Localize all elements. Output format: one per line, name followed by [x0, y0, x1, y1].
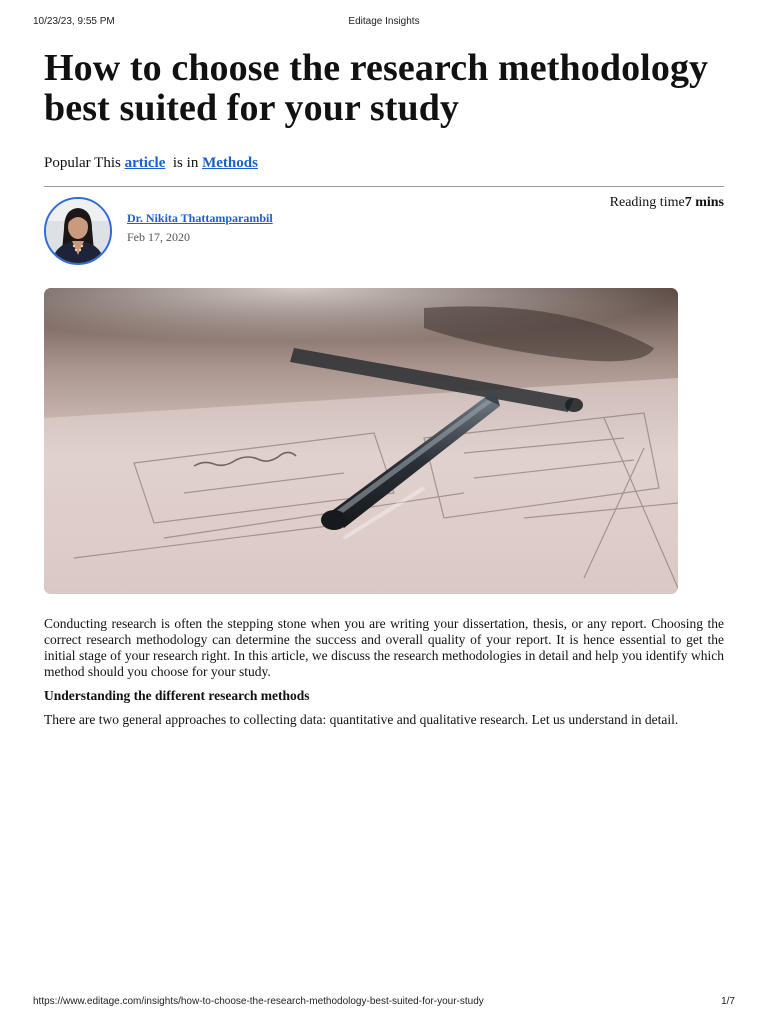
popular-label: Popular [44, 155, 91, 171]
is-in-label: is in [172, 155, 199, 171]
print-site-title: Editage Insights [348, 16, 420, 27]
publish-date: Feb 17, 2020 [127, 230, 190, 244]
article [44, 48, 724, 736]
category-link-methods[interactable]: Methods [202, 155, 258, 171]
print-page-number: 1/7 [721, 996, 735, 1007]
author-avatar[interactable] [44, 197, 112, 265]
section-heading: Understanding the different research methods [44, 688, 310, 703]
reading-time [610, 195, 724, 211]
article-body [44, 616, 724, 728]
author-avatar-photo [46, 199, 110, 263]
article-link[interactable]: article [124, 155, 166, 171]
reading-time-label: Reading time [609, 195, 685, 210]
hero-image [44, 288, 678, 594]
this-label: This [94, 155, 121, 171]
article-meta [44, 154, 724, 172]
reading-time-value: 7 mins [684, 195, 724, 210]
meta-divider [44, 186, 724, 187]
print-header [33, 16, 735, 30]
intro-paragraph: Conducting research is often the stepping stone when you are writing your dissertation, thesis, or any report. Choosing the correct research methodology can determine the success and overall quality of your report. It is hence essential to get the initial stage of your research right. In this article, we discuss the research methodologies in detail and help you identify which method should you choose for your study. [44, 616, 724, 679]
print-footer [33, 996, 735, 1010]
article-title: How to choose the research methodology best suited for your study [44, 47, 709, 129]
author-row [44, 195, 724, 277]
section-paragraph: There are two general approaches to collecting data: quantitative and qualitative research. Let us understand in detail. [44, 712, 679, 727]
author-name-link[interactable]: Dr. Nikita Thattamparambil [127, 211, 273, 225]
print-datetime: 10/23/23, 9:55 PM [33, 16, 115, 27]
print-url: https://www.editage.com/insights/how-to-choose-the-research-methodology-best-suited-for-your-study [33, 996, 484, 1007]
pen-on-sketch-photo [44, 288, 678, 594]
